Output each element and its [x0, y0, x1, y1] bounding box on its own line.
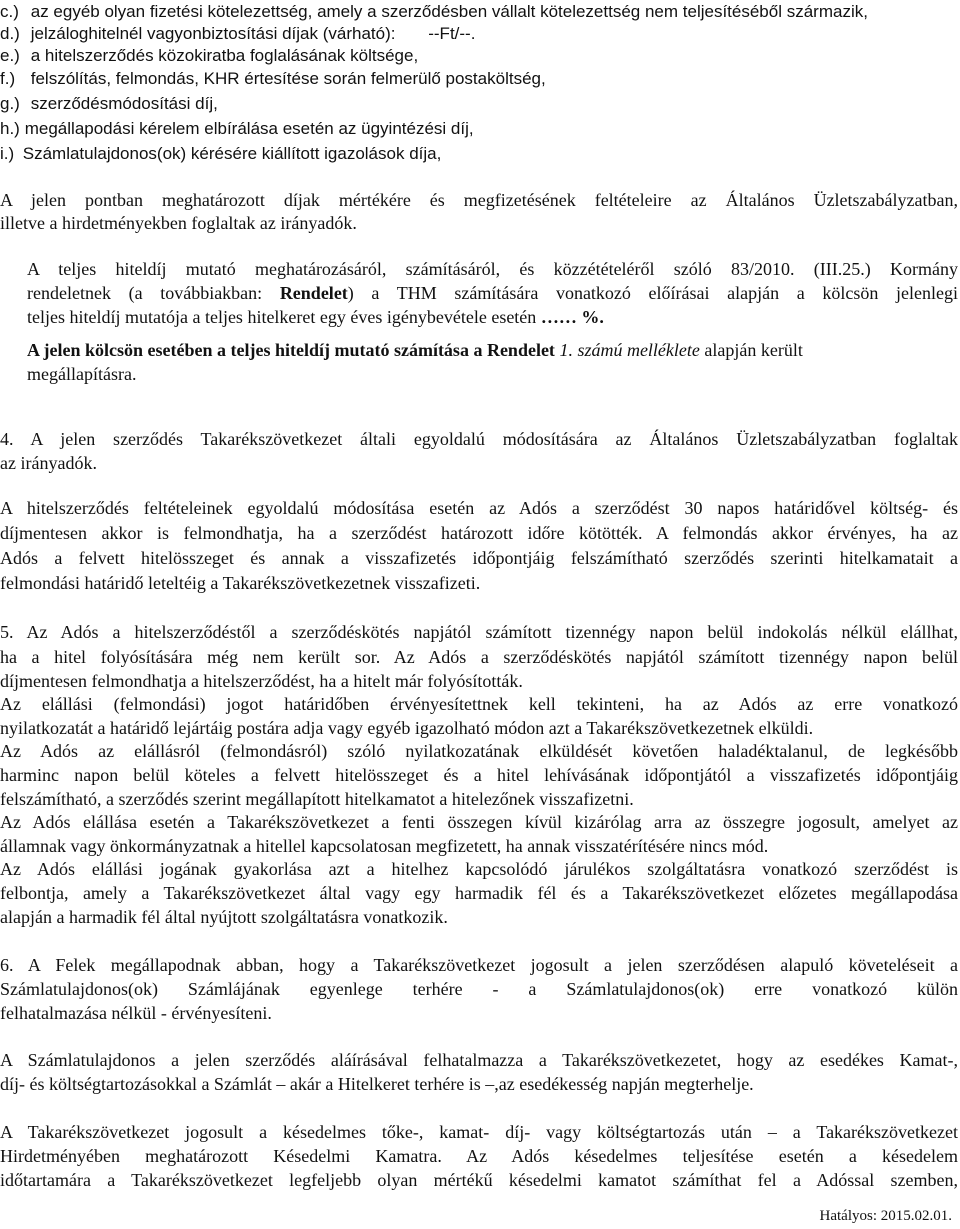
paragraph-line: alapján a harmadik fél által nyújtott szolgáltatásra vonatkozik.	[0, 907, 448, 927]
text-run: ) a THM számítására vonatkozó előírásai alapján a kölcsön jelenlegi	[347, 283, 958, 303]
list-item	[0, 0, 868, 24]
paragraph-line: A jelen pontban meghatározott díjak mértékére és megfizetésének feltételeire az Általános Üzletszabályzatban,	[0, 190, 958, 210]
list-item	[0, 67, 546, 91]
text-run: rendeletnek (a továbbiakban:	[27, 283, 280, 303]
list-value: --Ft/--.	[428, 24, 476, 43]
text-run-bold: A jelen kölcsön esetében a teljes hiteldíj mutató számítása a Rendelet	[27, 340, 560, 360]
list-item	[0, 142, 441, 166]
list-marker: i.)	[0, 144, 15, 163]
paragraph-line: Hirdetményében meghatározott Késedelmi Kamatra. Az Adós késedelmes teljesítése esetén a késedelem	[0, 1146, 958, 1166]
paragraph-line: Az Adós elállása esetén a Takarékszövetkezet a fenti összegen kívül kizárólag arra az összegre jogosult, amelyet az	[0, 812, 958, 832]
paragraph-line: Adós a felvett hitelösszeget és annak a visszafizetés időpontjáig felszámítható szerződés szerinti hitelkamatait a	[0, 548, 958, 568]
paragraph-line: 6. A Felek megállapodnak abban, hogy a Takarékszövetkezet jogosult a jelen szerződésen alapuló követeléseit a	[0, 955, 958, 975]
paragraph-line: felhatalmazása nélkül - érvényesíteni.	[0, 1003, 272, 1023]
paragraph-line: időtartamára a Takarékszövetkezet legfeljebb olyan mértékű késedelmi kamatot számíthat fel a Adóssal szemben,	[0, 1170, 958, 1190]
paragraph-line: az irányadók.	[0, 453, 97, 473]
list-marker: g.)	[0, 94, 20, 113]
list-item	[0, 92, 218, 116]
paragraph-line: díjmentesen akkor is felmondhatja, ha a szerződést határozott időre kötötték. A felmondás akkor érvényes, ha az	[0, 523, 958, 543]
paragraph-line: díjmentesen felmondhatja a hitelszerződést, ha a hitelt már folyósították.	[0, 671, 523, 691]
paragraph-line: felmondási határidő leteltéig a Takarékszövetkezetnek visszafizeti.	[0, 573, 481, 593]
list-marker: e.)	[0, 46, 20, 65]
paragraph-line: díj- és költségtartozásokkal a Számlát – akár a Hitelkeret terhére is –,az esedékesség napján megterhelje.	[0, 1074, 754, 1094]
paragraph-line: felbontja, amely a Takarékszövetkezet által vagy egy harmadik fél és a Takarékszövetkezet előzetes megállapodása	[0, 883, 958, 903]
list-item	[0, 44, 418, 68]
text-run-bold: Rendelet	[279, 283, 348, 303]
paragraph-line: A hitelszerződés feltételeinek egyoldalú módosítása esetén az Adós a szerződést 30 napos határidővel költség- és	[0, 498, 958, 518]
list-text: felszólítás, felmondás, KHR értesítése során felmerülő postaköltség,	[30, 69, 546, 88]
list-marker: f.)	[0, 69, 16, 88]
paragraph-line: A Takarékszövetkezet jogosult a késedelmes tőke-, kamat- díj- vagy költségtartozás után – a Takarékszövetkezet	[0, 1122, 958, 1142]
list-marker: c.)	[0, 2, 19, 21]
text-run: alapján került	[699, 340, 803, 360]
paragraph-line: 4. A jelen szerződés Takarékszövetkezet általi egyoldalú módosítására az Általános Üzletszabályzatban foglaltak	[0, 429, 958, 449]
list-item	[0, 22, 475, 46]
paragraph-line	[27, 281, 958, 305]
paragraph-line: Számlatulajdonos(ok) Számlájának egyenlege terhére - a Számlatulajdonos(ok) erre vonatkozó külön	[0, 979, 958, 999]
paragraph-line: államnak vagy önkormányzatnak a hitellel kapcsolatosan megfizetett, ha annak visszatérítésére nincs mód.	[0, 836, 769, 856]
paragraph-line: harminc napon belül köteles a felvett hitelösszeget és a hitel lehívásának időpontjától a visszafizetés időpontjáig	[0, 765, 958, 785]
paragraph-line	[27, 338, 803, 362]
paragraph-line: felszámítható, a szerződés szerint megállapított hitelkamatot a hitelezőnek visszafizetni.	[0, 789, 634, 809]
list-text: megállapodási kérelem elbírálása esetén az ügyintézési díj,	[24, 119, 474, 138]
paragraph-line: Az Adós elállási jogának gyakorlása azt a hitelhez kapcsolódó járulékos szolgáltatásra vonatkozó szerződést is	[0, 859, 958, 879]
paragraph-line: 5. Az Adós a hitelszerződéstől a szerződéskötés napjától számított tizennégy napon belül indokolás nélkül elállhat,	[0, 622, 958, 642]
paragraph-line: Az elállási (felmondási) jogot határidőben érvényesítettnek kell tekinteni, ha az Adós az erre vonatkozó	[0, 694, 958, 714]
list-text: a hitelszerződés közokiratba foglalásának költsége,	[30, 46, 419, 65]
list-marker: h.)	[0, 119, 20, 138]
text-run: teljes hiteldíj mutatója a teljes hitelkeret egy éves igénybevétele esetén	[27, 307, 541, 327]
paragraph-line: Az Adós az elállásról (felmondásról) szóló nyilatkozatának elküldését követően haladéktalanul, de legkésőbb	[0, 741, 958, 761]
paragraph-line: nyilatkozatát a határidő lejártáig postára adja vagy egyéb igazolható módon azt a Takarékszövetkezetnek elküldi.	[0, 718, 814, 738]
paragraph-line: A Számlatulajdonos a jelen szerződés aláírásával felhatalmazza a Takarékszövetkezetet, hogy az esedékes Kamat-,	[0, 1050, 958, 1070]
paragraph-line	[27, 305, 604, 329]
list-text: az egyéb olyan fizetési kötelezettség, amely a szerződésben vállalt kötelezettség nem teljesítéséből származik,	[30, 2, 868, 21]
list-text: Számlatulajdonos(ok) kérésére kiállított igazolások díja,	[22, 144, 442, 163]
text-run-italic: 1. számú melléklete	[559, 340, 700, 360]
list-text: jelzáloghitelnél vagyonbiztosítási díjak (várható):	[30, 24, 396, 43]
effective-date-footer: Hatályos: 2015.02.01.	[819, 1208, 952, 1224]
list-marker: d.)	[0, 24, 20, 43]
paragraph-line: A teljes hiteldíj mutató meghatározásáról, számításáról, és közzétételéről szóló 83/2010. (III.25.) Kormány	[27, 259, 958, 279]
paragraph-line: megállapításra.	[27, 364, 137, 384]
paragraph-line: illetve a hirdetményekben foglaltak az irányadók.	[0, 213, 357, 233]
list-item	[0, 117, 474, 141]
paragraph-line: ha a hitel folyósítására még nem került sor. Az Adós a szerződéskötés napjától számított tizennégy napon belül	[0, 647, 958, 667]
list-text: szerződésmódosítási díj,	[30, 94, 218, 113]
text-run-bold: …… %.	[540, 307, 604, 327]
